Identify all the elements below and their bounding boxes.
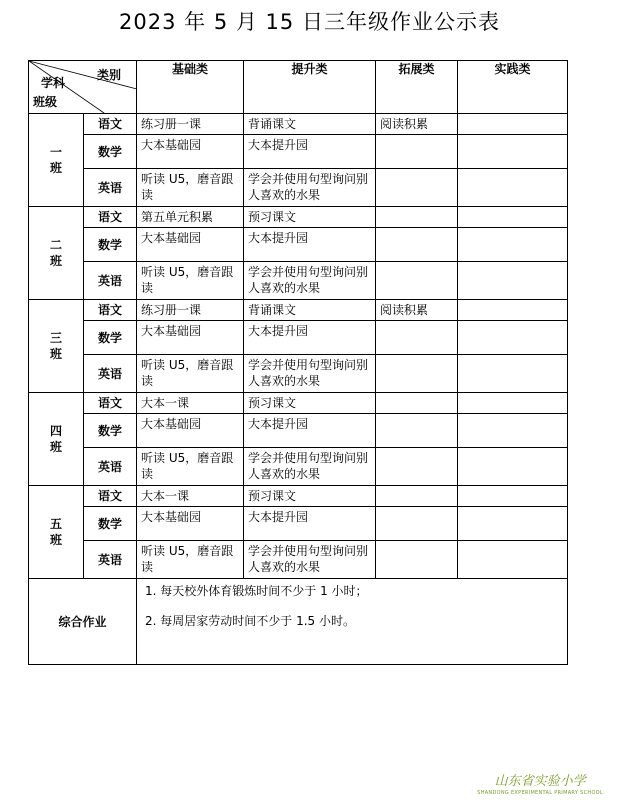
homework-cell: 练习册一课 (137, 114, 244, 135)
homework-cell (458, 541, 568, 579)
homework-cell: 学会并使用句型询问别人喜欢的水果 (244, 448, 376, 486)
column-header-extended: 拓展类 (376, 61, 458, 114)
homework-cell: 学会并使用句型询问别人喜欢的水果 (244, 541, 376, 579)
diagonal-header-cell (29, 61, 137, 114)
summary-label: 综合作业 (29, 579, 137, 665)
homework-cell: 大本基础园 (137, 228, 244, 262)
subject-cell: 语文 (84, 393, 137, 414)
homework-cell: 大本提升园 (244, 228, 376, 262)
homework-cell (458, 355, 568, 393)
class-name-cell (29, 393, 84, 486)
homework-cell: 预习课文 (244, 393, 376, 414)
homework-cell (376, 169, 458, 207)
homework-cell: 听读 U5，磨音跟读 (137, 448, 244, 486)
homework-cell (376, 207, 458, 228)
homework-cell (458, 414, 568, 448)
homework-cell (458, 135, 568, 169)
subject-cell: 英语 (84, 169, 137, 207)
homework-cell (376, 414, 458, 448)
subject-cell: 数学 (84, 414, 137, 448)
homework-cell (376, 135, 458, 169)
homework-cell: 学会并使用句型询问别人喜欢的水果 (244, 262, 376, 300)
table-row (29, 135, 568, 169)
homework-cell: 听读 U5，磨音跟读 (137, 262, 244, 300)
homework-cell: 背诵课文 (244, 300, 376, 321)
homework-cell (458, 486, 568, 507)
homework-cell: 听读 U5，磨音跟读 (137, 169, 244, 207)
homework-cell: 大本提升园 (244, 507, 376, 541)
table-row (29, 541, 568, 579)
page-title: 2023 年 5 月 15 日三年级作业公示表 (119, 10, 500, 34)
table-row (29, 507, 568, 541)
table-row (29, 393, 568, 414)
homework-cell: 听读 U5，磨音跟读 (137, 541, 244, 579)
table-row (29, 169, 568, 207)
subject-cell: 数学 (84, 507, 137, 541)
table-row (29, 355, 568, 393)
subject-cell: 语文 (84, 114, 137, 135)
homework-cell (458, 448, 568, 486)
homework-cell (458, 321, 568, 355)
subject-cell: 语文 (84, 486, 137, 507)
homework-cell: 预习课文 (244, 486, 376, 507)
homework-cell: 学会并使用句型询问别人喜欢的水果 (244, 169, 376, 207)
homework-cell: 大本基础园 (137, 135, 244, 169)
homework-cell: 阅读积累 (376, 300, 458, 321)
homework-cell (458, 169, 568, 207)
homework-cell (458, 114, 568, 135)
column-header-basic: 基础类 (137, 61, 244, 114)
homework-cell (376, 541, 458, 579)
class-name: 五 班 (49, 517, 62, 547)
logo-text: 山东省实验小学 (494, 774, 586, 789)
subject-cell: 数学 (84, 228, 137, 262)
class-name: 二 班 (49, 238, 62, 268)
summary-content (137, 579, 568, 665)
category-label: 类别 (97, 68, 122, 82)
homework-table (28, 60, 568, 665)
homework-cell: 背诵课文 (244, 114, 376, 135)
homework-cell (376, 507, 458, 541)
homework-cell (376, 393, 458, 414)
subject-cell: 语文 (84, 300, 137, 321)
homework-cell (458, 507, 568, 541)
subject-cell: 英语 (84, 448, 137, 486)
subject-cell: 数学 (84, 135, 137, 169)
homework-cell: 大本提升园 (244, 135, 376, 169)
homework-cell (458, 207, 568, 228)
class-name: 一 班 (49, 145, 62, 175)
homework-cell: 大本基础园 (137, 507, 244, 541)
summary-item: 2. 每周居家劳动时间不少于 1.5 小时。 (145, 614, 355, 628)
class-name: 四 班 (49, 424, 62, 454)
homework-cell: 第五单元积累 (137, 207, 244, 228)
subject-cell: 英语 (84, 262, 137, 300)
homework-cell (376, 448, 458, 486)
table-row (29, 228, 568, 262)
subject-cell: 语文 (84, 207, 137, 228)
homework-cell (458, 262, 568, 300)
homework-cell (376, 228, 458, 262)
homework-cell: 大本一课 (137, 486, 244, 507)
homework-cell: 大本一课 (137, 393, 244, 414)
class-name-cell (29, 300, 84, 393)
table-row (29, 414, 568, 448)
table-row (29, 486, 568, 507)
homework-cell (376, 321, 458, 355)
logo-subtext: SHANDONG EXPERIMENTAL PRIMARY SCHOOL (477, 790, 603, 796)
homework-cell (458, 228, 568, 262)
class-name-cell (29, 207, 84, 300)
homework-cell (376, 486, 458, 507)
subject-cell: 数学 (84, 321, 137, 355)
subject-cell: 英语 (84, 355, 137, 393)
homework-cell: 大本基础园 (137, 321, 244, 355)
school-logo (477, 770, 603, 796)
column-header-practice: 实践类 (458, 61, 568, 114)
homework-cell: 大本提升园 (244, 321, 376, 355)
subject-cell: 英语 (84, 541, 137, 579)
summary-item: 1. 每天校外体育锻炼时间不少于 1 小时； (145, 584, 368, 598)
homework-cell: 预习课文 (244, 207, 376, 228)
homework-cell (376, 355, 458, 393)
class-name-cell (29, 114, 84, 207)
homework-cell: 练习册一课 (137, 300, 244, 321)
table-row (29, 321, 568, 355)
class-label: 班级 (33, 95, 58, 109)
header-row (29, 61, 568, 114)
table-row (29, 114, 568, 135)
homework-cell: 听读 U5，磨音跟读 (137, 355, 244, 393)
class-name: 三 班 (49, 331, 62, 361)
table-row (29, 262, 568, 300)
homework-cell (458, 393, 568, 414)
homework-cell (376, 262, 458, 300)
table-row (29, 448, 568, 486)
homework-cell: 大本基础园 (137, 414, 244, 448)
homework-cell: 学会并使用句型询问别人喜欢的水果 (244, 355, 376, 393)
homework-cell (458, 300, 568, 321)
homework-cell: 阅读积累 (376, 114, 458, 135)
table-row (29, 300, 568, 321)
table-row (29, 207, 568, 228)
homework-cell: 大本提升园 (244, 414, 376, 448)
column-header-advanced: 提升类 (244, 61, 376, 114)
summary-row (29, 579, 568, 665)
subject-label: 学科 (41, 76, 66, 90)
class-name-cell (29, 486, 84, 579)
